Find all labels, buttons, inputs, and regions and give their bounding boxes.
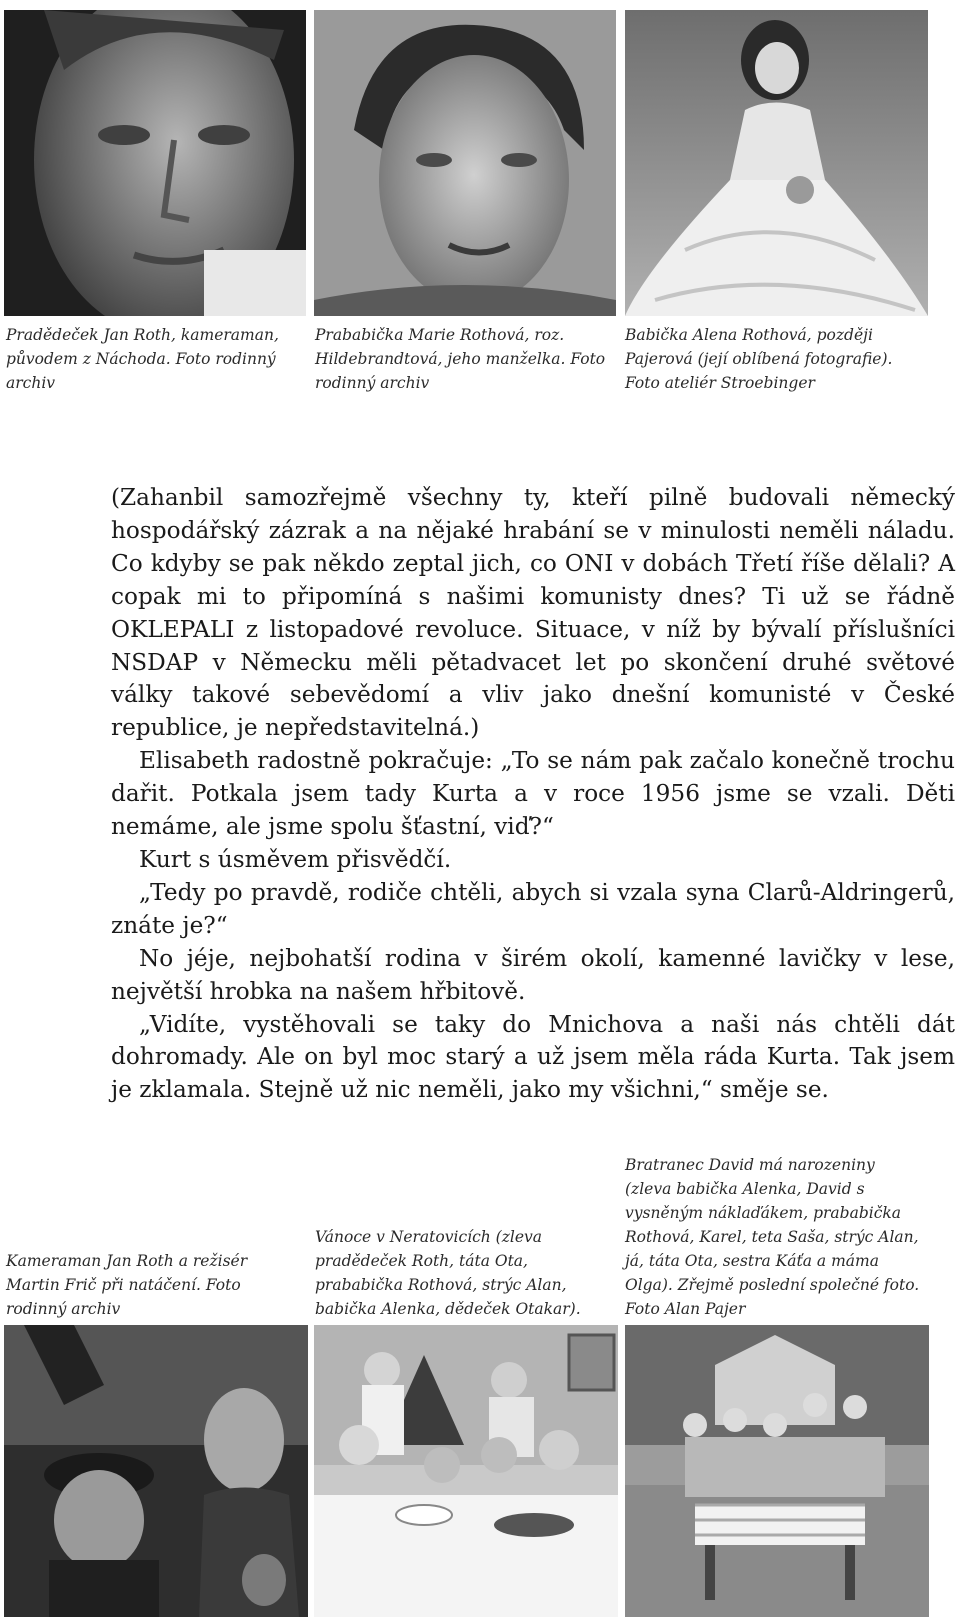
caption-top-center: Prababička Marie Rothová, roz. Hildebrandtová, jeho manželka. Foto rodinný archiv [315,326,606,392]
paragraph-6: „Vidíte, vystěhovali se taky do Mnichova a naši nás chtěli dát dohromady. Ale on byl moc starý a už jsem měla ráda Kurta. Tak jsem je zklamala. Stejně už nic neměli, jako my všichni,“ směje se. [111,1010,955,1104]
paragraph-4: „Tedy po pravdě, rodiče chtěli, abych si vzala syna Clarů-Aldringerů, znáte je?“ [111,878,955,939]
photo-alena-rothova-dress [625,10,928,316]
paragraph-3: Kurt s úsměvem přisvědčí. [139,845,452,873]
photo-marie-rothova-portrait [314,10,616,316]
caption-bottom-right: Bratranec David má narozeniny (zleva babička Alenka, David s vysněným náklaďákem, prababička Rothová, Karel, teta Saša, strýc Alan, já, táta Ota, sestra Káťa a máma Olga). Zřejmě poslední společné foto. Foto Alan Pajer [625,1156,920,1318]
paragraph-1: (Zahanbil samozřejmě všechny ty, kteří pilně budovali německý hospodářský zázrak a na nějaké hrabání se v minulosti neměli náladu. Co kdyby se pak někdo zeptal jich, co ONI v dobách Třetí říše dělali? A copak mi to připomíná s našimi komunisty dnes? Ti už se řádně OKLEPALI z listopadové revoluce. Situace, v níž by bývalí příslušníci NSDAP v Německu měli pětadvacet let po skončení druhé světové války takové sebevědomí a vliv jako dnešní komunisté v České republice, je nepředstavitelná.) [111,484,955,742]
paragraph-2: Elisabeth radostně pokračuje: „To se nám pak začalo konečně trochu dařit. Potkala jsem tady Kurta a v roce 1956 jsme se vzali. Děti nemáme, ale jsme spolu šťastní, viď?“ [111,747,955,841]
photo-david-birthday [625,1325,929,1617]
caption-bottom-center: Vánoce v Neratovicích (zleva pradědeček Roth, táta Ota, prababička Rothová, strýc Alan, babička Alenka, dědeček Otakar). [315,1228,581,1318]
caption-bottom-left: Kameraman Jan Roth a režisér Martin Frič při natáčení. Foto rodinný archiv [6,1252,248,1318]
photo-christmas-neratovice [314,1325,618,1617]
caption-top-left: Pradědeček Jan Roth, kameraman, původem z Náchoda. Foto rodinný archiv [6,326,279,392]
paragraph-5: No jéje, nejbohatší rodina v širém okolí, kamenné lavičky v lese, největší hrobka na našem hřbitově. [111,944,955,1005]
photo-jan-roth-portrait [4,10,306,316]
main-text [111,482,955,1107]
caption-top-right: Babička Alena Rothová, později Pajerová (její oblíbená fotografie). Foto ateliér Stroebinger [625,326,893,392]
photo-roth-and-fric-filming [4,1325,308,1617]
